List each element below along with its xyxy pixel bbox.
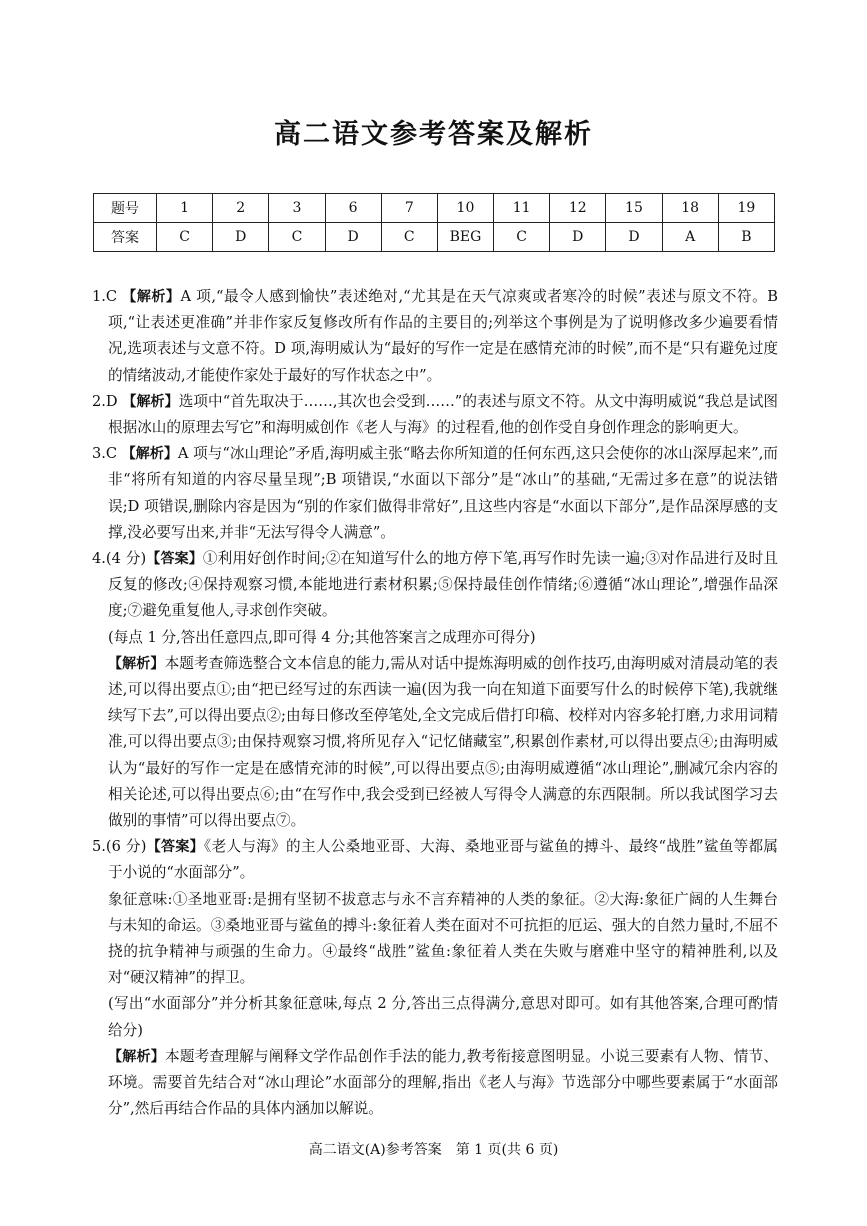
analysis-text: 选项中“首先取决于……,其次也会受到……”的表述与原文不符。从文中海明威说“我总是试图根据冰山的原理去写它”和海明威创作《老人与海》的过程看,他的创作受自身创作理念的影响更大。 xyxy=(108,392,779,437)
answer-cell: D xyxy=(550,223,606,252)
question-5-symbolism: 象征意味:①圣地亚哥:是拥有坚韧不拔意志与永不言弃精神的人类的象征。②大海:象征广阔的人生舞台与未知的命运。③桑地亚哥与鲨鱼的搏斗:象征着人类在面对不可抗拒的厄运、强大的自然力量时,不屈不挠的抗争精神与顽强的生命力。④最终“战胜”鲨鱼:象征着人类在失败与磨难中坚守的精神胜利,以及对“硬汉精神”的捍卫。 xyxy=(108,890,778,987)
answer-cell: D xyxy=(213,223,269,252)
analysis-text: 本题考查筛选整合文本信息的能力,需从对话中提炼海明威的创作技巧,由海明威对清晨动笔的表述,可以得出要点①;由“把已经写过的东西读一遍(因为我一向在知道下面要写什么的时候停下笔),我就继续写下去”,可以得出要点②;由每日修改至停笔处,全文完成后借打印稿、校样对内容多轮打磨,力求用词精准,可以得出要点③;由保持观察习惯,将所见存入“记忆储藏室”,积累创作素材,可以得出要点④;由海明威认为“最好的写作一定是在感情充沛的时候”,可以得出要点⑤;由海明威遵循“冰山理论”,删减冗余内容的相关论述,可以得出要点⑥;由“在写作中,我会受到已经被人写得令人满意的东西限制。所以我试图学习去做别的事情”可以得出要点⑦。 xyxy=(108,654,778,830)
answer-table xyxy=(93,193,775,252)
question-number-cell: 2 xyxy=(213,194,269,223)
question-number-cell: 1 xyxy=(157,194,213,223)
answer-explanations xyxy=(92,284,778,1123)
page-title: 高二语文参考答案及解析 xyxy=(274,119,593,150)
row-label-question-number: 题号 xyxy=(94,194,157,223)
analysis-tag: 【解析】 xyxy=(108,1048,165,1065)
question-number: 2.D xyxy=(92,392,118,410)
question-1-explanation xyxy=(92,284,778,389)
answer-text: ①利用好创作时间;②在知道写什么的地方停下笔,再写作时先读一遍;③对作品进行及时且反复的修改;④保持观察习惯,本能地进行素材积累;⑤保持最佳创作情绪;⑥遵循“冰山理论”,增强作品深度;⑦避免重复他人,寻求创作突破。 xyxy=(108,550,778,620)
question-number-cell: 10 xyxy=(437,194,493,223)
answer-tag: 【答案】 xyxy=(146,839,204,856)
answer-cell: C xyxy=(157,223,213,252)
question-5-scoring: (写出“水面部分”并分析其象征意味,每点 2 分,答出三点得满分,意思对即可。如有其他答案,合理可酌情给分) xyxy=(108,995,778,1039)
question-2-explanation xyxy=(92,389,778,441)
question-number-row xyxy=(94,194,775,223)
answer-cell: A xyxy=(662,223,718,252)
question-number-cell: 3 xyxy=(269,194,325,223)
question-number-cell: 7 xyxy=(381,194,437,223)
question-4-answer xyxy=(92,546,778,625)
analysis-text: 本题考查理解与阐释文学作品创作手法的能力,教考衔接意图明显。小说三要素有人物、情节、环境。需要首先结合对“冰山理论”水面部分的理解,指出《老人与海》节选部分中哪些要素属于“水面部分”,然后再结合作品的具体内涵加以解说。 xyxy=(108,1047,778,1118)
page-footer: 高二语文(A)参考答案 第 1 页(共 6 页) xyxy=(308,1142,559,1158)
question-number: 1.C xyxy=(92,288,118,305)
question-4-scoring: (每点 1 分,答出任意四点,即可得 4 分;其他答案言之成理亦可得分) xyxy=(108,628,536,646)
row-label-answer: 答案 xyxy=(94,223,157,252)
question-number-cell: 19 xyxy=(718,194,774,223)
answer-cell: C xyxy=(381,223,437,252)
answer-cell: C xyxy=(494,223,550,252)
question-number-cell: 12 xyxy=(550,194,606,223)
question-number-cell: 6 xyxy=(325,194,381,223)
question-number: 5.(6 分) xyxy=(92,838,147,856)
answer-cell: C xyxy=(269,223,325,252)
analysis-tag: 【解析】 xyxy=(122,393,179,410)
question-4-analysis xyxy=(92,651,778,834)
answer-row xyxy=(94,223,775,252)
question-5-analysis xyxy=(92,1044,778,1123)
question-number: 3.C xyxy=(92,445,118,463)
answer-cell: D xyxy=(606,223,662,252)
analysis-text: A 项与“冰山理论”矛盾,海明威主张“略去你所知道的任何东西,这只会使你的冰山深厚起来”,而非“将所有知道的内容尽量呈现”;B 项错误,“水面以下部分”是“冰山”的基础,“无需过多在意”的说法错误;D 项错误,删除内容是因为“别的作家们做得非常好”,且这些内容是“水面以下部分”,是作品深厚感的支撑,没必要写出来,并非“无法写得令人满意”。 xyxy=(108,445,779,541)
question-number-cell: 18 xyxy=(662,194,718,223)
analysis-text: A 项,“最令人感到愉快”表述绝对,“尤其是在天气凉爽或者寒冷的时候”表述与原文不符。B 项,“让表述更准确”并非作家反复修改所有作品的主要目的;列举这个事例是为了说明修改多少遍要看情况,选项表述与文意不符。D 项,海明威认为“最好的写作一定是在感情充沛的时候”,而不是“只有避免过度的情绪波动,才能使作家处于最好的写作状态之中”。 xyxy=(108,288,779,384)
question-number: 4.(4 分) xyxy=(92,550,147,568)
question-3-explanation xyxy=(92,441,778,546)
analysis-tag: 【解析】 xyxy=(121,446,178,463)
answer-cell: B xyxy=(718,223,774,252)
question-5-answer xyxy=(92,834,778,886)
answer-cell: D xyxy=(325,223,381,252)
answer-text: 《老人与海》的主人公桑地亚哥、大海、桑地亚哥与鲨鱼的搏斗、最终“战胜”鲨鱼等都属于小说的“水面部分”。 xyxy=(108,838,778,882)
answer-cell: BEG xyxy=(437,223,493,252)
question-number-cell: 15 xyxy=(606,194,662,223)
analysis-tag: 【解析】 xyxy=(122,289,181,305)
analysis-tag: 【解析】 xyxy=(108,655,165,672)
question-number-cell: 11 xyxy=(494,194,550,223)
answer-tag: 【答案】 xyxy=(146,551,203,568)
